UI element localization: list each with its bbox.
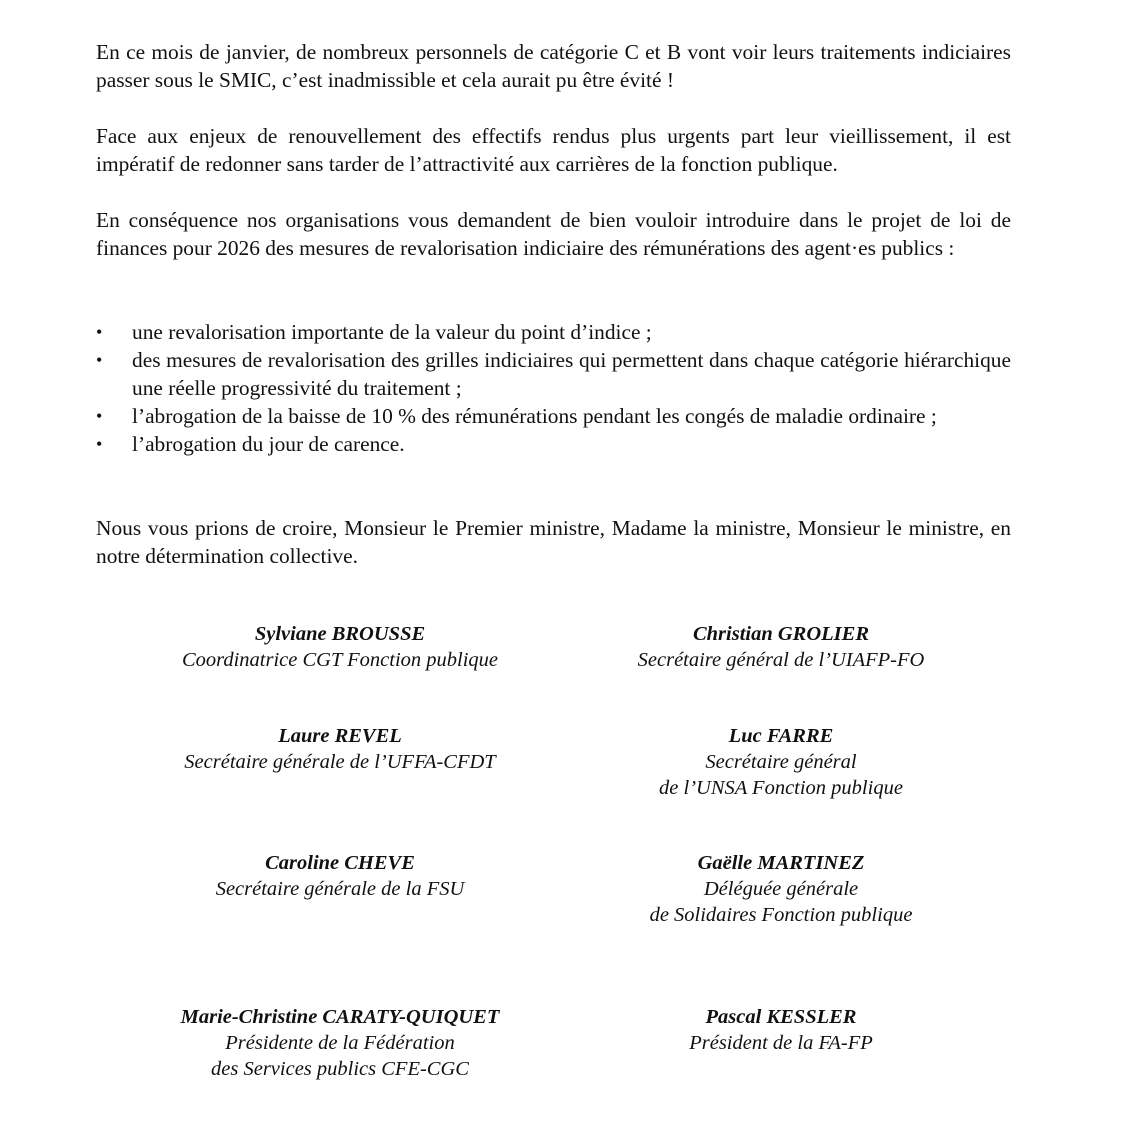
bullet-icon: • <box>96 406 103 426</box>
signatory-name: Sylviane BROUSSE <box>254 623 426 645</box>
list-item <box>96 346 1011 402</box>
signatory-role-cont: des Services publics CFE-CGC <box>211 1058 469 1080</box>
paragraph-smic: En ce mois de janvier, de nombreux personnels de catégorie C et B vont voir leurs traitements indiciaires passer sous le SMIC, c’est inadmissible et cela aurait pu être évité ! <box>96 40 1011 92</box>
signature-block <box>120 723 560 775</box>
signatory-role: Coordinatrice CGT Fonction publique <box>181 649 499 671</box>
signatory-role: Présidente de la Fédération <box>225 1032 455 1054</box>
signatory-name: Christian GROLIER <box>692 623 870 645</box>
signatory-role: Déléguée générale <box>703 878 859 900</box>
signature-block <box>120 1004 560 1082</box>
signatory-name: Marie-Christine CARATY-QUIQUET <box>180 1006 500 1028</box>
demands-list <box>96 318 1011 458</box>
paragraph-demande: En conséquence nos organisations vous demandent de bien vouloir introduire dans le projet de loi de finances pour 2026 des mesures de revalorisation indiciaire des rémunérations des agent·es publics : <box>96 208 1011 260</box>
signatory-role: Secrétaire générale de l’UFFA-CFDT <box>184 751 496 773</box>
signature-block <box>561 850 1001 928</box>
paragraph-closing: Nous vous prions de croire, Monsieur le Premier ministre, Madame la ministre, Monsieur le ministre, en notre détermination collective. <box>96 516 1011 568</box>
signatory-role: Président de la FA-FP <box>689 1032 873 1054</box>
list-item <box>96 318 1011 346</box>
signatory-name: Gaëlle MARTINEZ <box>697 852 865 874</box>
list-item-text: l’abrogation du jour de carence. <box>132 432 405 456</box>
signature-block <box>120 621 560 673</box>
signature-block <box>120 850 560 902</box>
signatory-role-cont: de Solidaires Fonction publique <box>649 904 913 926</box>
list-item <box>96 430 1011 458</box>
signatory-name: Pascal KESSLER <box>705 1006 857 1028</box>
signature-block <box>561 621 1001 673</box>
signatory-role: Secrétaire général <box>705 751 857 773</box>
signatory-role: Secrétaire générale de la FSU <box>215 878 465 900</box>
signatory-role-cont: de l’UNSA Fonction publique <box>659 777 903 799</box>
bullet-icon: • <box>96 350 103 370</box>
list-item-text: une revalorisation importante de la valeur du point d’indice ; <box>132 320 652 344</box>
signature-block <box>561 1004 1001 1056</box>
list-item-text: des mesures de revalorisation des grilles indiciaires qui permettent dans chaque catégorie hiérarchique une réelle progressivité du traitement ; <box>132 348 1011 400</box>
signatory-name: Caroline CHEVE <box>265 852 415 874</box>
bullet-icon: • <box>96 322 103 342</box>
signatory-name: Luc FARRE <box>728 725 834 747</box>
bullet-icon: • <box>96 434 103 454</box>
list-item <box>96 402 1011 430</box>
signatory-name: Laure REVEL <box>278 725 402 747</box>
list-item-text: l’abrogation de la baisse de 10 % des rémunérations pendant les congés de maladie ordinaire ; <box>132 404 937 428</box>
signature-block <box>561 723 1001 801</box>
signatory-role: Secrétaire général de l’UIAFP-FO <box>637 649 925 671</box>
paragraph-attractivite: Face aux enjeux de renouvellement des effectifs rendus plus urgents part leur vieillissement, il est impératif de redonner sans tarder de l’attractivité aux carrières de la fonction publique. <box>96 124 1011 176</box>
